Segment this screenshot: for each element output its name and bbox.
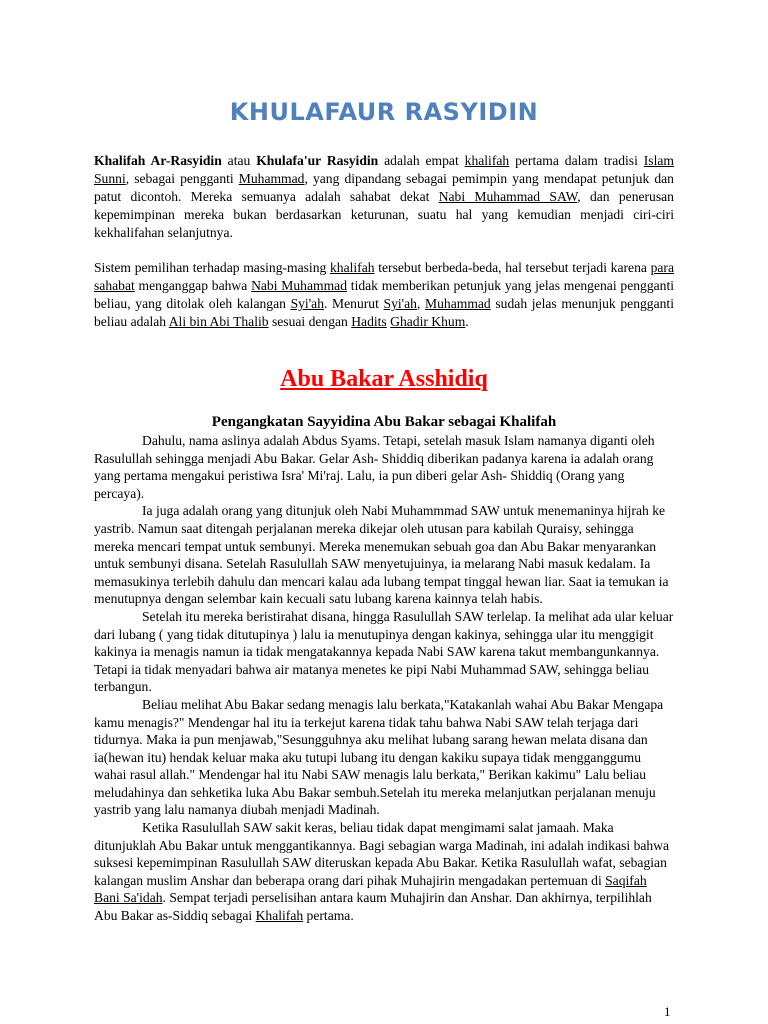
section-subtitle: Pengangkatan Sayyidina Abu Bakar sebagai Khalifah [211, 414, 557, 430]
body-paragraph: Dahulu, nama aslinya adalah Abdus Syams. Tetapi, setelah masuk Islam namanya diganti oleh Rasulullah sehingga menjadi Abu Bakar. Gelar Ash- Shiddiq diberikan padanya karena ia adalah orang yang pertama mengakui peristiwa Isra' Mi'raj. Lalu, ia pun diberi gelar Ash- Shiddiq (Orang yang percaya). [94, 433, 655, 501]
link-syiah[interactable]: Syi'ah [383, 296, 417, 311]
link-khalifah[interactable]: khalifah [330, 260, 375, 275]
link-saqifah-bani-saidah[interactable]: Saqifah Bani Sa'idah [94, 872, 647, 906]
link-ali-bin-abi-thalib[interactable]: Ali bin Abi Thalib [168, 314, 269, 329]
page-number: 1 [664, 1004, 671, 1019]
text: . Menurut [324, 296, 384, 311]
text: Sistem pemilihan terhadap masing-masing [94, 260, 330, 275]
text: , yang dipandang sebagai pemimpin yang mendapat petunjuk dan patut dicontoh. Mereka semuanya adalah sahabat dekat [94, 171, 674, 204]
text: . Sempat terjadi perselisihan antara kaum Muhajirin dan Anshar. Dan akhirnya, terpilihlah Abu Bakar as-Siddiq sebagai [94, 890, 652, 924]
body-paragraph: Setelah itu mereka beristirahat disana, hingga Rasulullah SAW terlelap. Ia melihat ada ular keluar dari lubang ( yang tidak ditutupinya ) lalu ia menutupinya dengan kakinya, sehingga ular itu menggigit kakinya ia menagis namun ia tidak mengatakannya kepada Nabi SAW karena takut membangunkannya. Tetapi ia tidak menyadari bahwa air matanya menetes ke pipi Nabi Muhammad SAW, sehingga beliau terbangun. [94, 608, 674, 695]
intro-paragraph-2 [94, 259, 674, 331]
bold-term: Khulafa'ur Rasyidin [256, 153, 379, 168]
link-ghadir-khum[interactable]: Ghadir Khum [390, 314, 466, 329]
text: tidak memberikan petunjuk yang jelas mengenai pengganti beliau, yang ditolak oleh kalangan [94, 278, 675, 311]
body-paragraph-last [94, 819, 674, 925]
section-body [94, 432, 674, 925]
text: . [465, 314, 469, 329]
link-nabi-muhammad[interactable]: Nabi Muhammad [251, 278, 347, 293]
link-khalifah[interactable]: khalifah [464, 153, 510, 168]
body-paragraph: Ia juga adalah orang yang ditunjuk oleh Nabi Muhammmad SAW untuk menemaninya hijrah ke yastrib. Namun saat ditengah perjalanan mereka dikejar oleh utusan para kabilah Quraisy, sehingga mereka mencari tempat untuk sembunyi. Mereka menemukan sebuah goa dan Abu Bakar menyarankan untuk sembunyi disana. Setelah Rasulullah SAW menyetujuinya, ia melarang Nabi masuk kedalam. Ia memasukinya terlebih dahulu dan mencari kalau ada lubang tempat tinggal hewan liar. Saat ia temukan ia menutupnya dengan selembar kain kecuali satu lubang karena kainnya telah habis. [94, 503, 669, 607]
intro-paragraph-1 [94, 152, 674, 242]
link-muhammad[interactable]: Muhammad [425, 296, 491, 311]
link-para-sahabat[interactable]: para sahabat [94, 260, 674, 293]
text: adalah empat [378, 153, 465, 168]
link-muhammad[interactable]: Muhammad [238, 171, 305, 186]
link-khalifah[interactable]: Khalifah [255, 908, 304, 924]
text: , [416, 296, 426, 311]
link-islam-sunni[interactable]: Islam Sunni [94, 153, 674, 186]
text: sesuai dengan [268, 314, 352, 329]
link-nabi-muhammad-saw[interactable]: Nabi Muhammad SAW [438, 189, 578, 204]
text: pertama dalam tradisi [509, 153, 644, 168]
text: Ketika Rasulullah SAW sakit keras, beliau tidak dapat mengimami salat jamaah. Maka ditunjuklah Abu Bakar untuk menggantikannya. Bagi sebagian warga Madinah, ini adalah indikasi bahwa suksesi kepemimpinan Rasulullah SAW diteruskan kepada Abu Bakar. Ketika Rasulullah wafat, sebagian kalangan muslim Anshar dan beberapa orang dari pihak Muhajirin mengadakan pertemuan di [94, 820, 670, 888]
text: sudah jelas menunjuk pengganti beliau adalah [94, 296, 674, 329]
page-title: KHULAFAUR RASYIDIN [229, 98, 539, 126]
link-hadits[interactable]: Hadits [351, 314, 387, 329]
section-title: Abu Bakar Asshidiq [280, 366, 488, 392]
text: menganggap bahwa [134, 278, 252, 293]
link-syiah[interactable]: Syi'ah [290, 296, 324, 311]
text: tersebut berbeda-beda, hal tersebut terjadi karena [374, 260, 651, 275]
body-paragraph: Beliau melihat Abu Bakar sedang menagis lalu berkata,"Katakanlah wahai Abu Bakar Mengapa kamu menagis?" Mendengar hal itu ia terkejut karena tidak tahu bahwa Nabi SAW telah terjaga dari tidurnya. Maka ia pun menjawab,"Sesungguhnya aku melihat lubang sarang hewan melata disana dan ia(hewan itu) hendak keluar maka aku tutupi lubang itu dengan kakiku supaya tidak mengganggumu wahai rasul allah." Mendengar hal itu Nabi SAW menagis lalu berkata," Berikan kakimu" Lalu beliau meludahinya dan sehketika luka Abu Bakar sembuh.Setelah itu mereka melanjutkan perjalanan menuju yastrib yang lalu namanya diubah menjadi Madinah. [94, 696, 664, 818]
bold-term: Khalifah Ar-Rasyidin [94, 153, 222, 168]
text: atau [221, 153, 257, 168]
text: , sebagai pengganti [125, 171, 239, 186]
text: pertama. [303, 908, 354, 924]
text: , dan penerusan kepemimpinan mereka bukan berdasarkan keturunan, suatu hal yang kemudian menjadi ciri-ciri kekhalifahan selanjutnya. [94, 189, 674, 240]
